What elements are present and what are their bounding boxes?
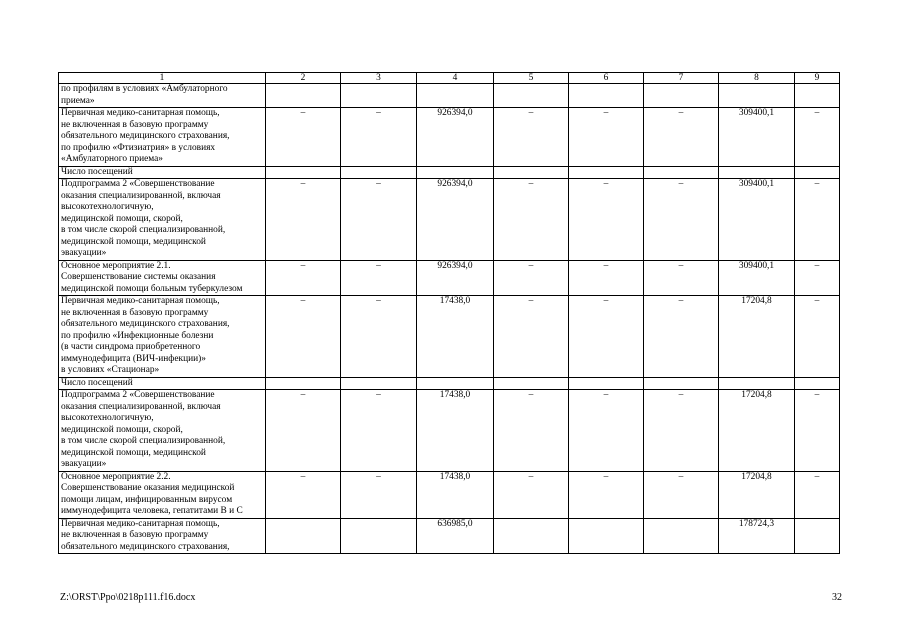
table-row xyxy=(59,108,840,167)
value-cell: – xyxy=(494,471,569,518)
value-cell: – xyxy=(569,390,644,472)
value-cell xyxy=(266,377,341,390)
value-cell: 17438,0 xyxy=(417,390,494,472)
value-cell xyxy=(795,84,840,108)
value-cell: – xyxy=(795,179,840,261)
value-cell: 17438,0 xyxy=(417,471,494,518)
value-cell xyxy=(341,84,417,108)
value-cell: – xyxy=(644,260,719,296)
row-label-cell: Число посещений xyxy=(59,166,266,179)
value-cell: – xyxy=(494,390,569,472)
row-label-cell: Основное мероприятие 2.2. Совершенствование оказания медицинской помощи лицам, инфицированным вирусом иммунодефицита человека, гепатитами В и С xyxy=(59,471,266,518)
value-cell xyxy=(266,518,341,554)
value-cell xyxy=(341,518,417,554)
row-label-cell: Первичная медико-санитарная помощь, не включенная в базовую программу обязательного медицинского страхования, по профилю «Фтизиатрия» в условиях «Амбулаторного приема» xyxy=(59,108,266,167)
value-cell: – xyxy=(569,179,644,261)
row-label-cell: по профилям в условиях «Амбулаторного приема» xyxy=(59,84,266,108)
value-cell: 636985,0 xyxy=(417,518,494,554)
value-cell xyxy=(644,166,719,179)
value-cell xyxy=(719,166,795,179)
value-cell: 309400,1 xyxy=(719,179,795,261)
value-cell: – xyxy=(795,471,840,518)
table-row xyxy=(59,166,840,179)
document-table xyxy=(58,72,840,554)
table-row xyxy=(59,260,840,296)
header-cell: 3 xyxy=(341,73,417,84)
value-cell xyxy=(341,166,417,179)
value-cell: – xyxy=(341,260,417,296)
value-cell xyxy=(719,84,795,108)
table-row xyxy=(59,471,840,518)
table-row xyxy=(59,518,840,554)
value-cell: – xyxy=(795,108,840,167)
value-cell: 926394,0 xyxy=(417,179,494,261)
value-cell xyxy=(644,518,719,554)
header-cell: 2 xyxy=(266,73,341,84)
table-row xyxy=(59,377,840,390)
value-cell: 178724,3 xyxy=(719,518,795,554)
footer-file-path: Z:\ORST\Ppo\0218p111.f16.docx xyxy=(60,592,196,603)
table-row xyxy=(59,179,840,261)
value-cell xyxy=(569,377,644,390)
value-cell: 926394,0 xyxy=(417,260,494,296)
value-cell: – xyxy=(569,471,644,518)
table-row xyxy=(59,390,840,472)
value-cell xyxy=(266,166,341,179)
value-cell xyxy=(569,166,644,179)
value-cell: – xyxy=(341,471,417,518)
value-cell xyxy=(795,166,840,179)
row-label-cell: Первичная медико-санитарная помощь, не включенная в базовую программу обязательного медицинского страхования, по профилю «Инфекционные болезни (в части синдрома приобретенного иммунодефицита (ВИЧ-инфекции)» в условиях «Стационар» xyxy=(59,296,266,378)
value-cell: – xyxy=(266,179,341,261)
value-cell: – xyxy=(569,260,644,296)
value-cell: – xyxy=(494,108,569,167)
value-cell xyxy=(719,377,795,390)
value-cell: – xyxy=(341,390,417,472)
value-cell: – xyxy=(569,296,644,378)
value-cell xyxy=(417,166,494,179)
row-label-cell: Число посещений xyxy=(59,377,266,390)
value-cell xyxy=(569,84,644,108)
table-row xyxy=(59,84,840,108)
header-cell: 7 xyxy=(644,73,719,84)
footer-page-number: 32 xyxy=(832,592,842,603)
value-cell: – xyxy=(569,108,644,167)
value-cell xyxy=(417,84,494,108)
header-cell: 5 xyxy=(494,73,569,84)
value-cell: 17204,8 xyxy=(719,296,795,378)
value-cell xyxy=(494,84,569,108)
value-cell: – xyxy=(266,471,341,518)
value-cell: – xyxy=(644,108,719,167)
value-cell: – xyxy=(795,296,840,378)
value-cell xyxy=(644,84,719,108)
value-cell: 17204,8 xyxy=(719,390,795,472)
value-cell: – xyxy=(644,296,719,378)
value-cell xyxy=(417,377,494,390)
value-cell: – xyxy=(266,260,341,296)
value-cell: 17204,8 xyxy=(719,471,795,518)
value-cell: – xyxy=(644,390,719,472)
header-cell: 9 xyxy=(795,73,840,84)
value-cell xyxy=(494,518,569,554)
value-cell: – xyxy=(494,179,569,261)
value-cell xyxy=(795,377,840,390)
value-cell: 309400,1 xyxy=(719,108,795,167)
row-label-cell: Подпрограмма 2 «Совершенствование оказания специализированной, включая высокотехнологичную, медицинской помощи, скорой, в том числе скорой специализированной, медицинской помощи, медицинской эвакуации» xyxy=(59,179,266,261)
header-cell: 4 xyxy=(417,73,494,84)
value-cell xyxy=(795,518,840,554)
row-label-cell: Подпрограмма 2 «Совершенствование оказания специализированной, включая высокотехнологичную, медицинской помощи, скорой, в том числе скорой специализированной, медицинской помощи, медицинской эвакуации» xyxy=(59,390,266,472)
value-cell: 309400,1 xyxy=(719,260,795,296)
value-cell: – xyxy=(341,179,417,261)
value-cell: – xyxy=(795,260,840,296)
value-cell: 926394,0 xyxy=(417,108,494,167)
value-cell: – xyxy=(341,108,417,167)
value-cell: – xyxy=(644,179,719,261)
value-cell: – xyxy=(494,260,569,296)
row-label-cell: Основное мероприятие 2.1. Совершенствование системы оказания медицинской помощи больным туберкулезом xyxy=(59,260,266,296)
value-cell: – xyxy=(266,296,341,378)
value-cell xyxy=(644,377,719,390)
value-cell: – xyxy=(644,471,719,518)
value-cell xyxy=(569,518,644,554)
table-body xyxy=(59,73,840,554)
table-header-row xyxy=(59,73,840,84)
row-label-cell: Первичная медико-санитарная помощь, не включенная в базовую программу обязательного медицинского страхования, xyxy=(59,518,266,554)
table-row xyxy=(59,296,840,378)
value-cell xyxy=(494,377,569,390)
value-cell: 17438,0 xyxy=(417,296,494,378)
value-cell: – xyxy=(341,296,417,378)
value-cell xyxy=(266,84,341,108)
value-cell: – xyxy=(266,390,341,472)
header-cell: 8 xyxy=(719,73,795,84)
value-cell: – xyxy=(266,108,341,167)
value-cell xyxy=(494,166,569,179)
value-cell xyxy=(341,377,417,390)
value-cell: – xyxy=(795,390,840,472)
header-cell: 6 xyxy=(569,73,644,84)
value-cell: – xyxy=(494,296,569,378)
header-cell: 1 xyxy=(59,73,266,84)
